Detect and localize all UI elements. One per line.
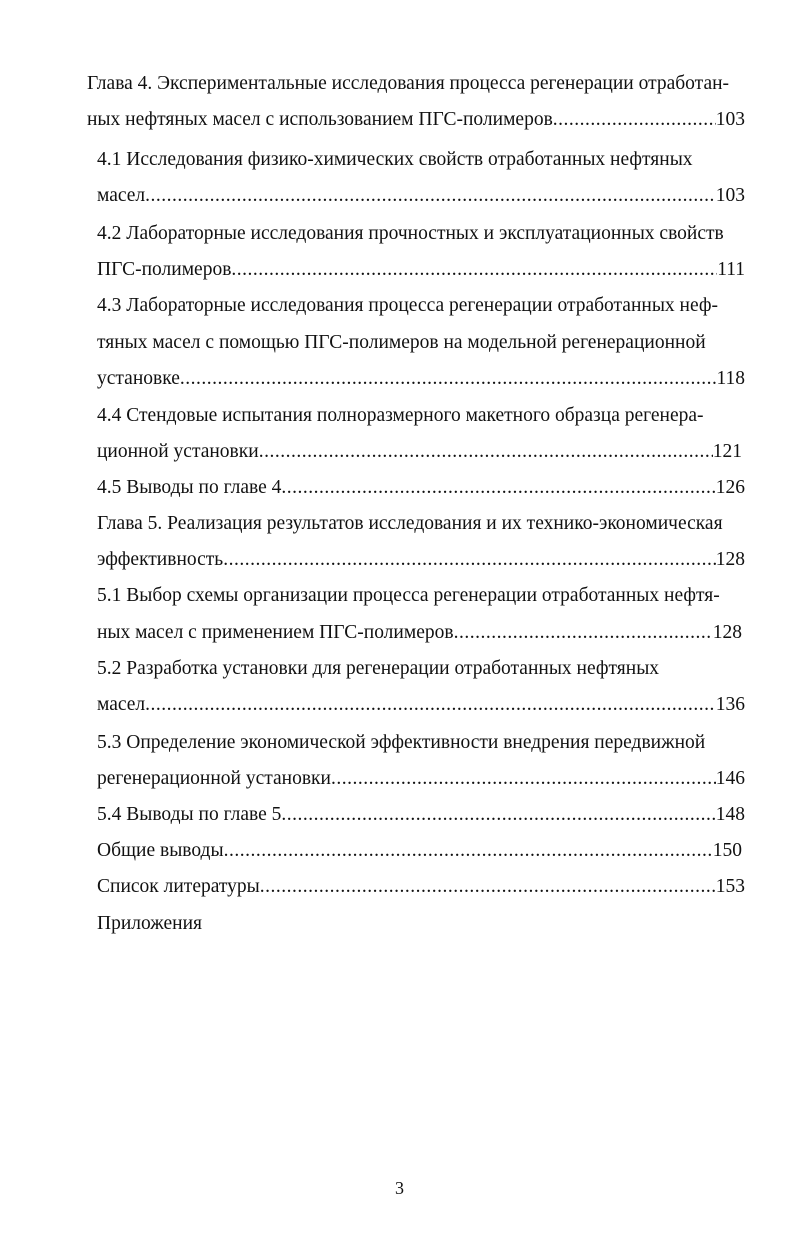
toc-section-4-1-entry bbox=[97, 184, 745, 208]
toc-section-5-1-title-cont: ных масел с применением ПГС-полимеров bbox=[97, 622, 454, 643]
toc-section-5-3-title-cont: регенерационной установки bbox=[97, 768, 331, 789]
toc-chapter-4-page: 103 bbox=[715, 109, 745, 130]
toc-chapter-4-entry bbox=[87, 108, 745, 132]
toc-chapter-5-title-cont: эффективность bbox=[97, 549, 224, 570]
toc-section-5-4-entry bbox=[97, 803, 745, 827]
dot-leader bbox=[260, 875, 716, 899]
toc-section-4-5-title: 4.5 Выводы по главе 4 bbox=[97, 477, 282, 498]
toc-references-page: 153 bbox=[715, 876, 745, 897]
toc-chapter-5-entry bbox=[97, 548, 745, 572]
toc-section-5-1-title: 5.1 Выбор схемы организации процесса регенерации отработанных нефтя- bbox=[97, 585, 720, 606]
toc-section-5-4-title: 5.4 Выводы по главе 5 bbox=[97, 804, 282, 825]
toc-section-5-2-title: 5.2 Разработка установки для регенерации отработанных нефтяных bbox=[97, 658, 660, 679]
toc-section-4-1-title-cont: масел bbox=[97, 185, 146, 206]
dot-leader bbox=[454, 621, 713, 645]
toc-section-5-3-page: 146 bbox=[715, 768, 745, 789]
dot-leader bbox=[553, 108, 716, 132]
toc-appendices-title: Приложения bbox=[97, 913, 202, 934]
dot-leader bbox=[145, 693, 716, 717]
toc-chapter-5-title: Глава 5. Реализация результатов исследования и их технико-экономическая bbox=[97, 513, 723, 534]
toc-section-4-3-page: 118 bbox=[716, 368, 745, 389]
toc-section-4-2-title: 4.2 Лабораторные исследования прочностных и эксплуатационных свойств bbox=[97, 223, 724, 244]
toc-references-entry bbox=[97, 875, 745, 899]
toc-section-4-1-title: 4.1 Исследования физико-химических свойств отработанных нефтяных bbox=[97, 149, 693, 170]
toc-section-4-4-title-cont: ционной установки bbox=[97, 441, 259, 462]
toc-section-5-3-entry bbox=[97, 767, 745, 791]
toc-section-4-3-title-end: установке bbox=[97, 368, 180, 389]
dot-leader bbox=[223, 548, 716, 572]
page-number: 3 bbox=[395, 1178, 404, 1198]
toc-section-4-4-entry bbox=[97, 440, 742, 464]
dot-leader bbox=[180, 367, 717, 391]
dot-leader bbox=[281, 476, 715, 500]
toc-section-5-2-title-cont: масел bbox=[97, 694, 146, 715]
toc-chapter-4-title: Глава 4. Экспериментальные исследования процесса регенерации отработан- bbox=[87, 73, 730, 94]
toc-conclusions-entry bbox=[97, 839, 742, 863]
toc-section-4-5-entry bbox=[97, 476, 745, 500]
dot-leader bbox=[331, 767, 716, 791]
dot-leader bbox=[281, 803, 715, 827]
toc-section-4-3-title: 4.3 Лабораторные исследования процесса регенерации отработанных неф- bbox=[97, 295, 719, 316]
toc-section-5-3-title: 5.3 Определение экономической эффективности внедрения передвижной bbox=[97, 732, 706, 753]
dot-leader bbox=[259, 440, 713, 464]
toc-section-4-3-title-cont: тяных масел с помощью ПГС-полимеров на модельной регенерационной bbox=[97, 332, 706, 353]
toc-conclusions-page: 150 bbox=[712, 840, 742, 861]
toc-section-5-1-page: 128 bbox=[712, 622, 742, 643]
toc-chapter-4-title-cont: ных нефтяных масел с использованием ПГС-полимеров bbox=[87, 109, 553, 130]
toc-section-5-4-page: 148 bbox=[715, 804, 745, 825]
toc-section-5-1-entry bbox=[97, 621, 742, 645]
toc-section-4-3-entry bbox=[97, 367, 745, 391]
toc-conclusions-title: Общие выводы bbox=[97, 840, 224, 861]
toc-section-4-4-page: 121 bbox=[712, 441, 742, 462]
toc-chapter-5-page: 128 bbox=[715, 549, 745, 570]
dot-leader bbox=[224, 839, 713, 863]
toc-section-5-2-page: 136 bbox=[715, 694, 745, 715]
toc-section-4-2-page: 111 bbox=[717, 259, 745, 280]
toc-section-4-5-page: 126 bbox=[715, 477, 745, 498]
dot-leader bbox=[145, 184, 716, 208]
toc-section-4-1-page: 103 bbox=[715, 185, 745, 206]
toc-section-4-2-entry bbox=[97, 258, 745, 282]
toc-section-4-2-title-cont: ПГС-полимеров bbox=[97, 259, 232, 280]
toc-section-5-2-entry bbox=[97, 693, 745, 717]
toc-section-4-4-title: 4.4 Стендовые испытания полноразмерного макетного образца регенера- bbox=[97, 405, 704, 426]
dot-leader bbox=[231, 258, 717, 282]
toc-references-title: Список литературы bbox=[97, 876, 260, 897]
